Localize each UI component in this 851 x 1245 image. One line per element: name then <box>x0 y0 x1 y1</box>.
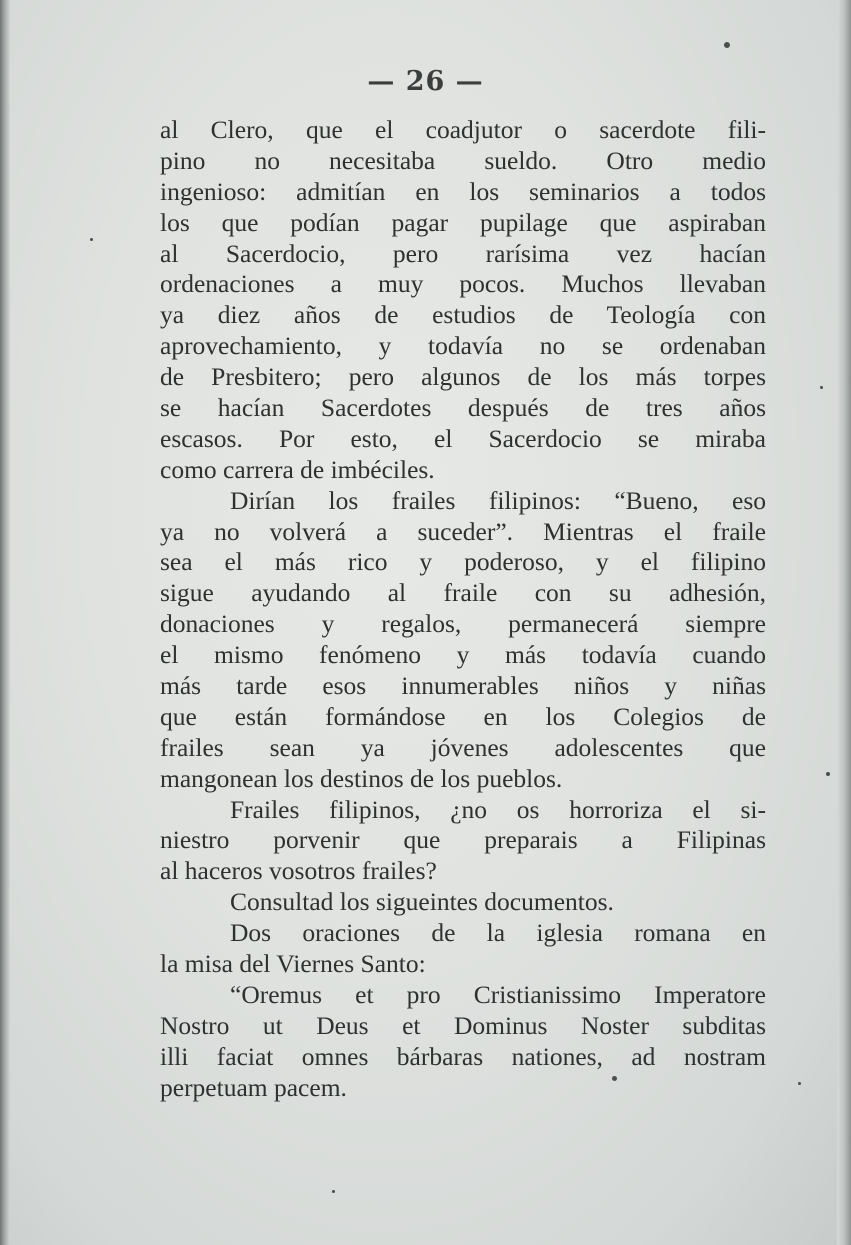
text-line: los que podían pagar pupilage que aspiraban <box>160 207 766 237</box>
page-right-edge <box>837 0 851 1245</box>
text-line: al Clero, que el coadjutor o sacerdote fili- <box>160 115 766 144</box>
dust-speck <box>90 238 93 241</box>
text-line: Dirían los frailes filipinos: “Bueno, eso <box>230 485 766 515</box>
body-text <box>160 115 766 1104</box>
dust-speck <box>826 772 830 776</box>
dust-speck <box>612 1076 617 1081</box>
text-line: al haceros vosotros frailes? <box>160 856 437 886</box>
text-line: más tarde esos innumerables niños y niñas <box>160 671 766 701</box>
text-line: aprovechamiento, y todavía no se ordenaban <box>160 331 766 361</box>
text-line: “Oremus et pro Cristianissimo Imperatore <box>230 979 766 1009</box>
text-line: que están formándose en los Colegios de <box>160 701 766 731</box>
text-line: niestro porvenir que preparais a Filipinas <box>160 825 766 855</box>
dust-speck <box>724 42 730 48</box>
text-line: como carrera de imbéciles. <box>160 454 435 484</box>
text-line: Consultad los sigueintes documentos. <box>230 887 614 917</box>
text-line: illi faciat omnes bárbaras nationes, ad nostram <box>160 1041 766 1071</box>
text-line: Nostro ut Deus et Dominus Noster subditas <box>160 1010 766 1040</box>
dust-speck <box>798 1082 801 1085</box>
text-line: el mismo fenómeno y más todavía cuando <box>160 640 766 670</box>
text-line: sea el más rico y poderoso, y el filipino <box>160 547 766 577</box>
text-line: Dos oraciones de la iglesia romana en <box>230 918 766 948</box>
text-line: se hacían Sacerdotes después de tres años <box>160 393 766 423</box>
page-left-edge <box>0 0 10 1245</box>
text-line: ya no volverá a suceder”. Mientras el fraile <box>160 516 766 546</box>
text-line: la misa del Viernes Santo: <box>160 949 426 979</box>
text-line: donaciones y regalos, permanecerá siempre <box>160 609 766 639</box>
text-line: Frailes filipinos, ¿no os horroriza el si- <box>230 794 766 824</box>
text-line: ingenioso: admitían en los seminarios a todos <box>160 176 766 206</box>
text-line: ordenaciones a muy pocos. Muchos llevaban <box>160 269 766 299</box>
dust-speck <box>820 386 823 389</box>
text-line: pino no necesitaba sueldo. Otro medio <box>160 145 766 175</box>
text-line: sigue ayudando al fraile con su adhesión, <box>160 578 766 608</box>
page-number: — 26 — <box>367 66 484 97</box>
text-line: ya diez años de estudios de Teología con <box>160 300 766 330</box>
text-line: escasos. Por esto, el Sacerdocio se miraba <box>160 423 766 453</box>
text-line: perpetuam pacem. <box>160 1072 347 1102</box>
text-line: al Sacerdocio, pero rarísima vez hacían <box>160 238 766 268</box>
text-line: mangonean los destinos de los pueblos. <box>160 763 563 793</box>
text-line: frailes sean ya jóvenes adolescentes que <box>160 732 766 762</box>
dust-speck <box>332 1190 335 1193</box>
text-line: de Presbitero; pero algunos de los más torpes <box>160 362 766 392</box>
